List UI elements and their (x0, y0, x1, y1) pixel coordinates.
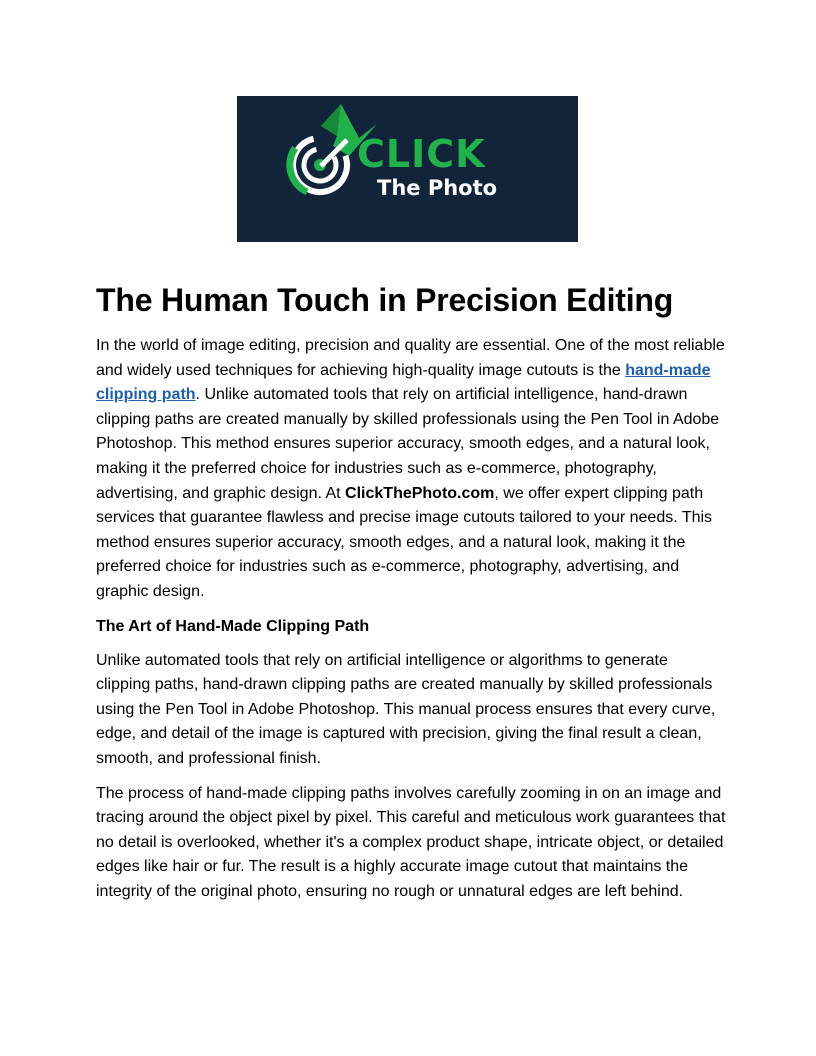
section-heading: The Art of Hand-Made Clipping Path (96, 617, 370, 635)
article (96, 280, 726, 914)
page-title: The Human Touch in Precision Editing (96, 282, 674, 318)
intro-text-1: In the world of image editing, precision and quality are essential. One of the most reliable and widely used techniques for achieving high-quality image cutouts is the (96, 337, 725, 379)
brand-name: ClickThePhoto.com (345, 484, 495, 502)
intro-paragraph (96, 334, 726, 605)
logo-text-the-photo: The Photo (377, 176, 498, 200)
brand-logo (237, 96, 578, 242)
paragraph-3: The process of hand-made clipping paths involves carefully zooming in on an image and tracing around the object pixel by pixel. This careful and meticulous work guarantees that no detail is overlooked, whether it's a complex product shape, intricate object, or detailed edges like hair or fur. The result is a highly accurate image cutout that maintains the integrity of the original photo, ensuring no rough or unnatural edges are left behind. (96, 784, 726, 900)
logo-text-click: CLICK (357, 132, 486, 176)
hand-made-clipping-path-link[interactable]: hand-made clipping path (96, 361, 711, 404)
paragraph-2: Unlike automated tools that rely on artificial intelligence or algorithms to generate clipping paths, hand-drawn clipping paths are created manually by skilled professionals using the Pen Tool in Adobe Photoshop. This manual process ensures that every curve, edge, and detail of the image is captured with precision, giving the final result a clean, smooth, and professional finish. (96, 651, 716, 767)
intro-text-3: , we offer expert clipping path services that guarantee flawless and precise image cutouts tailored to your needs. This method ensures superior accuracy, smooth edges, and a natural look, making it the preferred choice for industries such as e-commerce, photography, advertising, and graphic design. (96, 484, 713, 600)
intro-text-2: . Unlike automated tools that rely on artificial intelligence, hand-drawn clipping paths are created manually by skilled professionals using the Pen Tool in Adobe Photoshop. This method ensures superior accuracy, smooth edges, and a natural look, making it the preferred choice for industries such as e-commerce, photography, advertising, and graphic design. At (96, 386, 720, 502)
